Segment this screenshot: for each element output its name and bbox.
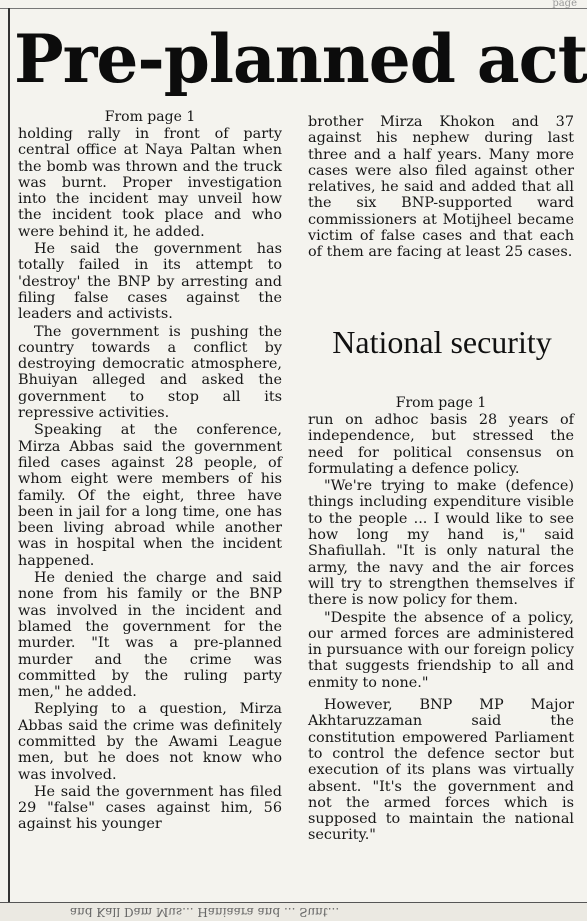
article-paragraph: run on adhoc basis 28 years of independence, but stressed the need for political consensus on formulating a defence policy.: [308, 412, 574, 477]
column-rule-left: [8, 8, 10, 920]
article-paragraph: brother Mirza Khokon and 37 against his nephew during last three and a half years. Many more cases were also filed against other relatives, he said and added that all the six BNP-supported ward commissioners at Motijheel became victim of false cases and that each of them are facing at least 25 cases.: [308, 114, 574, 261]
page-corner-text: page: [552, 0, 577, 9]
bottom-strip-text: and Kall Dam Mus... Haniaara and ... Sunt...: [70, 905, 340, 919]
article-paragraph: He said the government has totally failed in its attempt to 'destroy' the BNP by arresting and filing false cases against the leaders and activists.: [18, 241, 282, 323]
left-column: [18, 109, 282, 833]
article-paragraph: holding rally in front of party central office at Naya Paltan when the bomb was thrown and the truck was burnt. Proper investigation into the incident may unveil how the incident took place and who were behind it, he added.: [18, 126, 282, 240]
national-security-column: [308, 395, 574, 844]
bottom-clipped-strip: [0, 902, 587, 921]
article-paragraph: However, BNP MP Major Akhtaruzzaman said the constitution empowered Parliament to control the defence sector but execution of its plans was virtually absent. "It's the government and not the armed forces which is supposed to maintain the national security.": [308, 697, 574, 844]
top-rule: [0, 8, 587, 9]
right-column-top: [308, 114, 574, 261]
article-paragraph: The government is pushing the country towards a conflict by destroying democratic atmosphere, Bhuiyan alleged and asked the government to stop all its repressive activities.: [18, 323, 282, 422]
article-paragraph: Speaking at the conference, Mirza Abbas said the government filed cases against 28 people, of whom eight were members of his family. Of the eight, three have been in jail for a long time, one has been living abroad while another was in hospital when the incident happened.: [18, 422, 282, 569]
headline: Pre-planned act: [14, 20, 587, 98]
article-paragraph: He said the government has filed 29 "false" cases against him, 56 against his younger: [18, 783, 282, 833]
section-title: National security: [332, 324, 552, 360]
article-paragraph: "We're trying to make (defence) things including expenditure visible to the people ... I would like to see how long my hand is," said Shafiullah. "It is only natural the army, the navy and the air forces will try to strengthen themselves if there is now policy for them.: [308, 478, 574, 609]
jump-line-left: From page 1: [104, 109, 196, 125]
article-paragraph: "Despite the absence of a policy, our armed forces are administered in pursuance with our foreign policy that suggests friendship to all and enmity to none.": [308, 609, 574, 691]
article-paragraph: He denied the charge and said none from his family or the BNP was involved in the incident and blamed the government for the murder. "It was a pre-planned murder and the crime was committed by the ruling party men," he added.: [18, 570, 282, 701]
article-paragraph: Replying to a question, Mirza Abbas said the crime was definitely committed by the Awami League men, but he does not know who was involved.: [18, 701, 282, 783]
jump-line-right: From page 1: [395, 395, 487, 411]
